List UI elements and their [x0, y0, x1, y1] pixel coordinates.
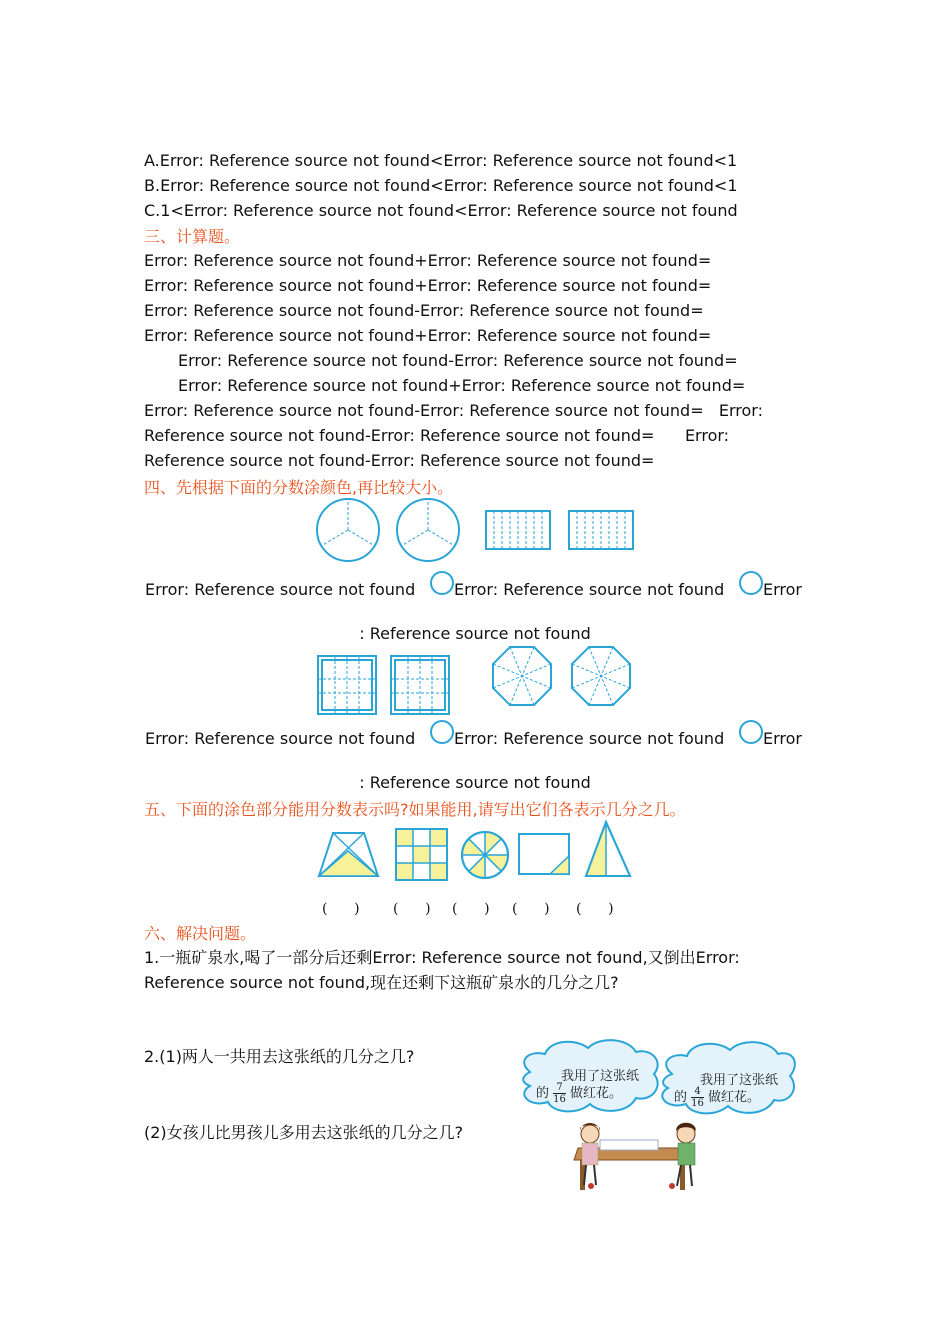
section5-heading: 五、下面的涂色部分能用分数表示吗?如果能用,请写出它们各表示几分之几。 — [144, 800, 686, 819]
option-a: A.Error: Reference source not found<Error: Reference source not found<1 — [144, 151, 738, 170]
compare-left: Error: Reference source not found — [145, 729, 416, 748]
calc-line: Error: Reference source not found-Error: Reference source not found= — [144, 301, 704, 320]
question-2-part2: (2)女孩儿比男孩儿多用去这张纸的几分之几? — [144, 1123, 464, 1142]
section6-heading: 六、解决问题。 — [144, 924, 257, 943]
girl-bubble-pre: 的 — [536, 1086, 550, 1101]
section4-heading: 四、先根据下面的分数涂颜色,再比较大小。 — [144, 478, 454, 497]
boy-bubble-line2 — [674, 1086, 760, 1109]
answer-blank[interactable]: ( ) — [576, 901, 614, 917]
calc-line: Error: Reference source not found-Error: Reference source not found= — [178, 351, 738, 370]
compare-middle: Error: Reference source not found — [454, 580, 725, 599]
boy-bubble-line1: 我用了这张纸 — [700, 1073, 779, 1088]
girl-bubble-line2 — [536, 1082, 622, 1105]
answer-blank[interactable]: ( ) — [393, 901, 431, 917]
boy-bubble-pre: 的 — [674, 1090, 688, 1105]
option-b: B.Error: Reference source not found<Error: Reference source not found<1 — [144, 176, 738, 195]
girl-fraction — [553, 1082, 566, 1105]
compare-continued: : Reference source not found — [359, 624, 591, 643]
question-1: 1.一瓶矿泉水,喝了一部分后还剩Error: Reference source not found,又倒出Error: — [144, 948, 740, 967]
girl-bubble-line1: 我用了这张纸 — [561, 1069, 640, 1084]
calc-line: Error: Reference source not found+Error: Reference source not found= — [144, 276, 712, 295]
girl-bubble-post: 做红花。 — [570, 1086, 623, 1101]
question-2-part1: 2.(1)两人一共用去这张纸的几分之几? — [144, 1047, 415, 1066]
compare-right: Error — [763, 580, 802, 599]
compare-left: Error: Reference source not found — [145, 580, 416, 599]
section3-heading: 三、计算题。 — [144, 227, 241, 246]
boy-bubble-post: 做红花。 — [708, 1090, 761, 1105]
calc-line: Error: Reference source not found+Error: Reference source not found= — [144, 326, 712, 345]
calc-line: Error: Reference source not found-Error: Reference source not found= Error: — [144, 401, 763, 420]
calc-line: Reference source not found-Error: Reference source not found= Error: — [144, 426, 730, 445]
compare-continued: : Reference source not found — [359, 773, 591, 792]
answer-blank[interactable]: ( ) — [452, 901, 490, 917]
answer-blank[interactable]: ( ) — [512, 901, 550, 917]
calc-line: Error: Reference source not found+Error: Reference source not found= — [178, 376, 746, 395]
girl-fraction-denominator: 16 — [553, 1094, 566, 1105]
girl-fraction-numerator: 7 — [553, 1082, 566, 1094]
boy-fraction — [691, 1086, 704, 1109]
boy-fraction-numerator: 4 — [691, 1086, 704, 1098]
calc-line: Error: Reference source not found+Error: Reference source not found= — [144, 251, 712, 270]
boy-fraction-denominator: 16 — [691, 1098, 704, 1109]
compare-middle: Error: Reference source not found — [454, 729, 725, 748]
compare-right: Error — [763, 729, 802, 748]
answer-blank[interactable]: ( ) — [322, 901, 360, 917]
calc-line: Reference source not found-Error: Reference source not found= — [144, 451, 655, 470]
question-1-continued: Reference source not found,现在还剩下这瓶矿泉水的几分之几? — [144, 973, 619, 992]
option-c: C.1<Error: Reference source not found<Error: Reference source not found — [144, 201, 738, 220]
